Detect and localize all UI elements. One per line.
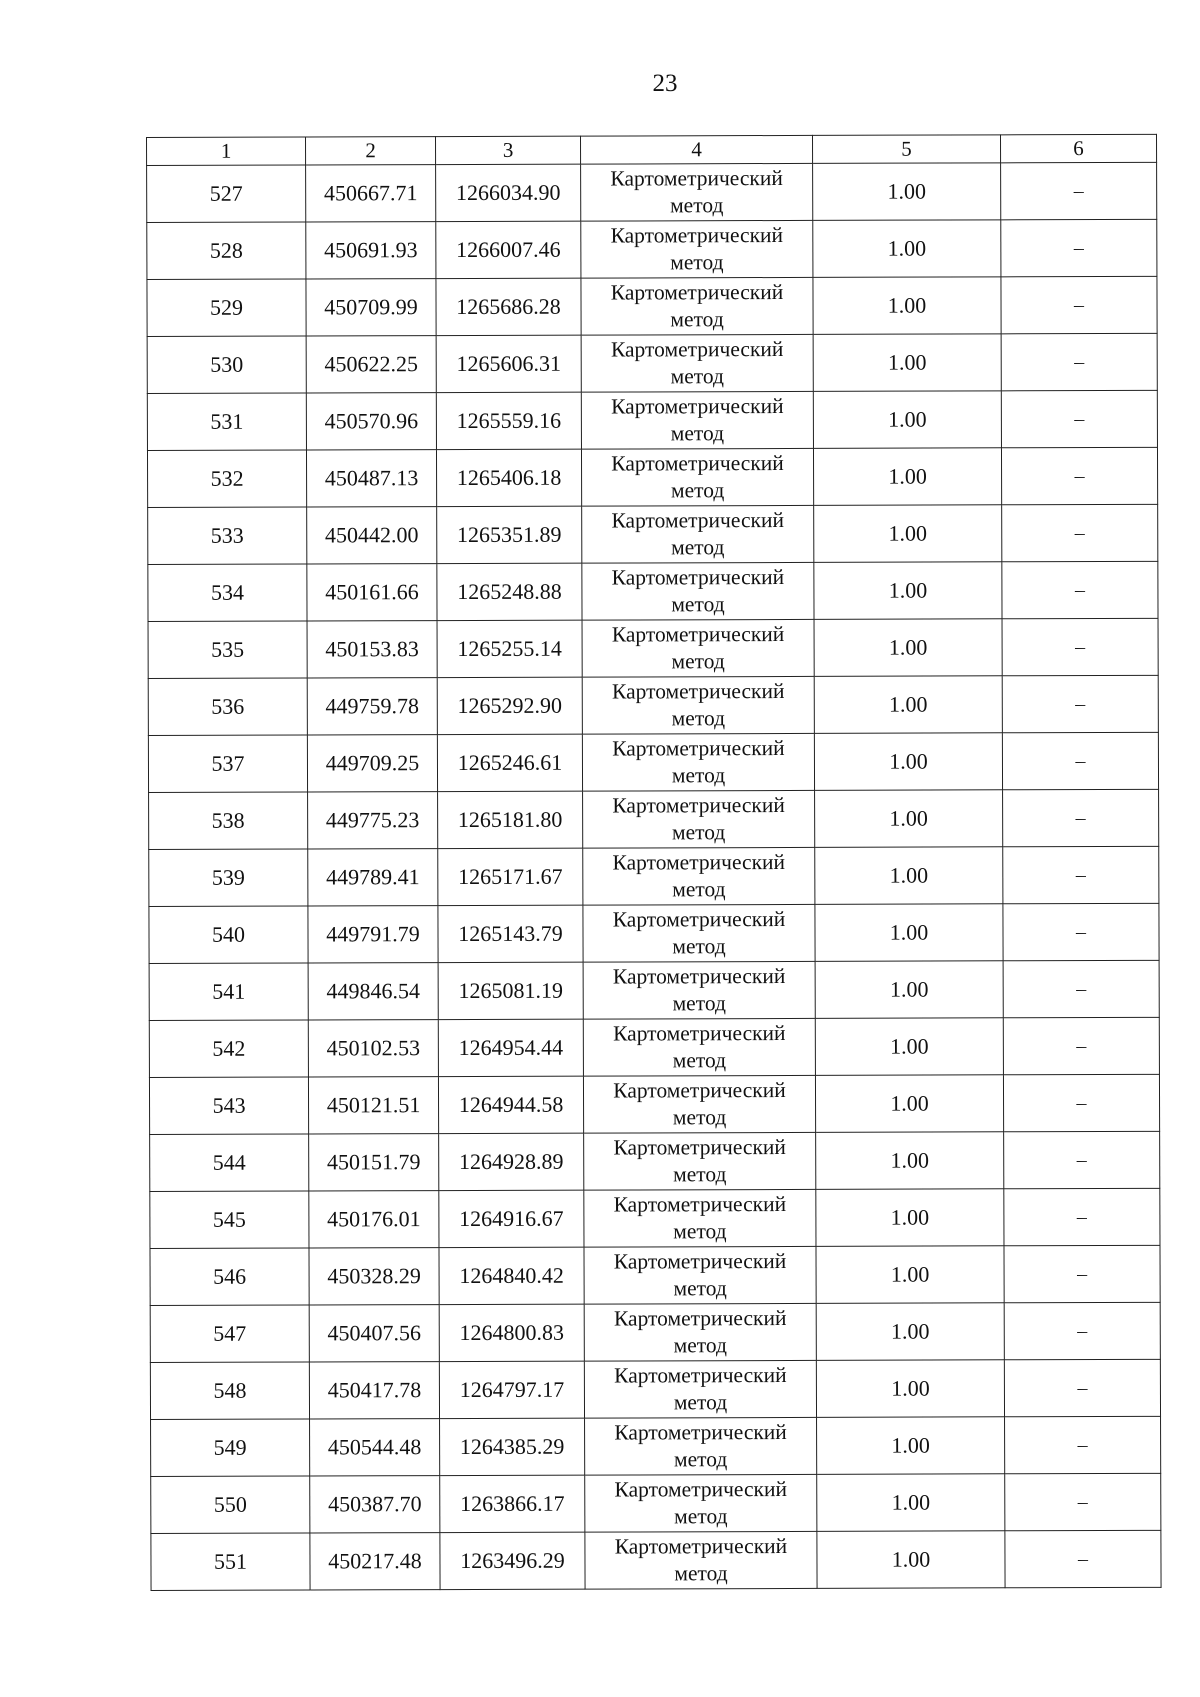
method-cell: Картометрический метод	[581, 334, 813, 392]
x-coordinate-cell: 450691.93	[306, 222, 436, 279]
method-cell: Картометрический метод	[581, 391, 813, 449]
x-coordinate-cell: 450328.29	[309, 1248, 439, 1305]
method-cell: Картометрический метод	[583, 1018, 815, 1076]
point-number-cell: 543	[149, 1077, 308, 1134]
column-header: 2	[306, 137, 436, 165]
method-cell: Картометрический метод	[581, 220, 813, 278]
accuracy-cell: 1.00	[815, 961, 1003, 1019]
method-cell: Картометрический метод	[584, 1303, 816, 1361]
y-coordinate-cell: 1265351.89	[437, 506, 582, 563]
description-cell: –	[1002, 732, 1158, 789]
x-coordinate-cell: 450153.83	[307, 621, 437, 678]
coordinates-table	[146, 134, 1162, 1591]
description-cell: –	[1001, 447, 1157, 504]
point-number-cell: 528	[147, 222, 306, 279]
table-row	[150, 1188, 1160, 1248]
column-header: 3	[436, 136, 581, 164]
accuracy-cell: 1.00	[815, 790, 1003, 848]
table-row	[151, 1473, 1161, 1533]
description-cell: –	[1003, 1017, 1159, 1074]
accuracy-cell: 1.00	[815, 904, 1003, 962]
point-number-cell: 530	[147, 336, 306, 393]
y-coordinate-cell: 1264954.44	[438, 1019, 583, 1076]
accuracy-cell: 1.00	[817, 1417, 1005, 1475]
x-coordinate-cell: 450667.71	[306, 165, 436, 222]
table-row	[148, 561, 1158, 621]
column-header: 6	[1000, 134, 1156, 162]
x-coordinate-cell: 449759.78	[307, 678, 437, 735]
x-coordinate-cell: 449791.79	[308, 906, 438, 963]
x-coordinate-cell: 450407.56	[309, 1305, 439, 1362]
method-cell: Картометрический метод	[582, 733, 814, 791]
y-coordinate-cell: 1265255.14	[437, 620, 582, 677]
point-number-cell: 539	[149, 849, 308, 906]
point-number-cell: 538	[149, 792, 308, 849]
description-cell: –	[1004, 1131, 1160, 1188]
table-row	[149, 1074, 1159, 1134]
y-coordinate-cell: 1265081.19	[438, 962, 583, 1019]
accuracy-cell: 1.00	[817, 1531, 1005, 1589]
point-number-cell: 545	[150, 1191, 309, 1248]
description-cell: –	[1001, 276, 1157, 333]
y-coordinate-cell: 1264928.89	[439, 1133, 584, 1190]
accuracy-cell: 1.00	[816, 1360, 1004, 1418]
method-cell: Картометрический метод	[584, 1246, 816, 1304]
y-coordinate-cell: 1266007.46	[436, 221, 581, 278]
point-number-cell: 533	[148, 507, 307, 564]
accuracy-cell: 1.00	[814, 676, 1002, 734]
x-coordinate-cell: 450487.13	[306, 450, 436, 507]
table-row	[148, 504, 1158, 564]
method-cell: Картометрический метод	[584, 1360, 816, 1418]
x-coordinate-cell: 450622.25	[306, 336, 436, 393]
method-cell: Картометрический метод	[581, 163, 813, 221]
method-cell: Картометрический метод	[583, 1075, 815, 1133]
point-number-cell: 541	[149, 963, 308, 1020]
method-cell: Картометрический метод	[585, 1474, 817, 1532]
method-cell: Картометрический метод	[582, 676, 814, 734]
accuracy-cell: 1.00	[814, 505, 1002, 563]
table-row	[150, 1302, 1160, 1362]
description-cell: –	[1002, 618, 1158, 675]
column-header: 5	[812, 135, 1000, 164]
x-coordinate-cell: 450709.99	[306, 279, 436, 336]
table-row	[147, 390, 1157, 450]
coordinates-table-container	[146, 134, 1161, 1591]
point-number-cell: 536	[148, 678, 307, 735]
table-row	[149, 789, 1159, 849]
table-row	[147, 333, 1157, 393]
column-header: 4	[580, 135, 812, 164]
y-coordinate-cell: 1265143.79	[438, 905, 583, 962]
description-cell: –	[1002, 504, 1158, 561]
accuracy-cell: 1.00	[813, 220, 1001, 278]
y-coordinate-cell: 1263496.29	[440, 1532, 585, 1589]
point-number-cell: 551	[151, 1533, 310, 1590]
method-cell: Картометрический метод	[584, 1132, 816, 1190]
description-cell: –	[1003, 846, 1159, 903]
method-cell: Картометрический метод	[584, 1189, 816, 1247]
accuracy-cell: 1.00	[813, 448, 1001, 506]
method-cell: Картометрический метод	[582, 619, 814, 677]
table-row	[151, 1416, 1161, 1476]
x-coordinate-cell: 450151.79	[309, 1134, 439, 1191]
point-number-cell: 531	[147, 393, 306, 450]
x-coordinate-cell: 450217.48	[310, 1533, 440, 1590]
description-cell: –	[1002, 561, 1158, 618]
accuracy-cell: 1.00	[813, 277, 1001, 335]
x-coordinate-cell: 449846.54	[308, 963, 438, 1020]
method-cell: Картометрический метод	[583, 904, 815, 962]
description-cell: –	[1005, 1530, 1161, 1587]
x-coordinate-cell: 449789.41	[308, 849, 438, 906]
description-cell: –	[1001, 162, 1157, 219]
header-row	[147, 134, 1157, 165]
point-number-cell: 535	[148, 621, 307, 678]
method-cell: Картометрический метод	[585, 1531, 817, 1589]
accuracy-cell: 1.00	[815, 847, 1003, 905]
accuracy-cell: 1.00	[817, 1474, 1005, 1532]
page-number: 23	[652, 70, 678, 97]
accuracy-cell: 1.00	[815, 1018, 1003, 1076]
method-cell: Картометрический метод	[585, 1417, 817, 1475]
y-coordinate-cell: 1265171.67	[438, 848, 583, 905]
x-coordinate-cell: 449775.23	[308, 792, 438, 849]
y-coordinate-cell: 1264800.83	[439, 1304, 584, 1361]
table-header	[147, 134, 1157, 165]
x-coordinate-cell: 450544.48	[310, 1419, 440, 1476]
method-cell: Картометрический метод	[582, 505, 814, 563]
point-number-cell: 534	[148, 564, 307, 621]
accuracy-cell: 1.00	[814, 733, 1002, 791]
y-coordinate-cell: 1265559.16	[436, 392, 581, 449]
description-cell: –	[1005, 1416, 1161, 1473]
accuracy-cell: 1.00	[816, 1189, 1004, 1247]
table-row	[147, 219, 1157, 279]
description-cell: –	[1005, 1473, 1161, 1530]
x-coordinate-cell: 450387.70	[310, 1476, 440, 1533]
accuracy-cell: 1.00	[814, 562, 1002, 620]
point-number-cell: 529	[147, 279, 306, 336]
point-number-cell: 548	[150, 1362, 309, 1419]
y-coordinate-cell: 1264797.17	[439, 1361, 584, 1418]
accuracy-cell: 1.00	[815, 1075, 1003, 1133]
method-cell: Картометрический метод	[583, 961, 815, 1019]
accuracy-cell: 1.00	[813, 334, 1001, 392]
description-cell: –	[1003, 789, 1159, 846]
accuracy-cell: 1.00	[816, 1303, 1004, 1361]
table-row	[147, 162, 1157, 222]
table-row	[148, 675, 1158, 735]
description-cell: –	[1004, 1188, 1160, 1245]
description-cell: –	[1003, 903, 1159, 960]
table-row	[149, 960, 1159, 1020]
y-coordinate-cell: 1265292.90	[437, 677, 582, 734]
method-cell: Картометрический метод	[583, 790, 815, 848]
method-cell: Картометрический метод	[581, 277, 813, 335]
table-row	[149, 1017, 1159, 1077]
table-row	[150, 1131, 1160, 1191]
accuracy-cell: 1.00	[816, 1132, 1004, 1190]
point-number-cell: 544	[150, 1134, 309, 1191]
x-coordinate-cell: 450570.96	[306, 393, 436, 450]
x-coordinate-cell: 450121.51	[308, 1077, 438, 1134]
x-coordinate-cell: 450442.00	[307, 507, 437, 564]
description-cell: –	[1001, 390, 1157, 447]
x-coordinate-cell: 450161.66	[307, 564, 437, 621]
accuracy-cell: 1.00	[813, 163, 1001, 221]
y-coordinate-cell: 1265248.88	[437, 563, 582, 620]
method-cell: Картометрический метод	[582, 562, 814, 620]
table-row	[150, 1245, 1160, 1305]
point-number-cell: 532	[147, 450, 306, 507]
accuracy-cell: 1.00	[816, 1246, 1004, 1304]
y-coordinate-cell: 1265181.80	[438, 791, 583, 848]
y-coordinate-cell: 1265686.28	[436, 278, 581, 335]
y-coordinate-cell: 1264944.58	[438, 1076, 583, 1133]
description-cell: –	[1002, 675, 1158, 732]
table-row	[151, 1530, 1161, 1590]
point-number-cell: 542	[149, 1020, 308, 1077]
point-number-cell: 540	[149, 906, 308, 963]
description-cell: –	[1003, 960, 1159, 1017]
y-coordinate-cell: 1265606.31	[436, 335, 581, 392]
x-coordinate-cell: 450417.78	[309, 1362, 439, 1419]
accuracy-cell: 1.00	[813, 391, 1001, 449]
table-row	[148, 732, 1158, 792]
table-row	[147, 276, 1157, 336]
point-number-cell: 549	[151, 1419, 310, 1476]
table-row	[149, 903, 1159, 963]
method-cell: Картометрический метод	[581, 448, 813, 506]
table-body	[147, 162, 1161, 1590]
point-number-cell: 537	[148, 735, 307, 792]
x-coordinate-cell: 449709.25	[307, 735, 437, 792]
description-cell: –	[1001, 333, 1157, 390]
accuracy-cell: 1.00	[814, 619, 1002, 677]
table-row	[150, 1359, 1160, 1419]
y-coordinate-cell: 1266034.90	[436, 164, 581, 221]
table-row	[147, 447, 1157, 507]
y-coordinate-cell: 1264916.67	[439, 1190, 584, 1247]
description-cell: –	[1001, 219, 1157, 276]
x-coordinate-cell: 450176.01	[309, 1191, 439, 1248]
method-cell: Картометрический метод	[583, 847, 815, 905]
description-cell: –	[1004, 1359, 1160, 1416]
y-coordinate-cell: 1265406.18	[436, 449, 581, 506]
table-row	[148, 618, 1158, 678]
table-row	[149, 846, 1159, 906]
description-cell: –	[1004, 1245, 1160, 1302]
point-number-cell: 550	[151, 1476, 310, 1533]
column-header: 1	[147, 137, 306, 165]
point-number-cell: 546	[150, 1248, 309, 1305]
y-coordinate-cell: 1264385.29	[440, 1418, 585, 1475]
point-number-cell: 547	[150, 1305, 309, 1362]
y-coordinate-cell: 1264840.42	[439, 1247, 584, 1304]
description-cell: –	[1004, 1302, 1160, 1359]
y-coordinate-cell: 1265246.61	[437, 734, 582, 791]
y-coordinate-cell: 1263866.17	[440, 1475, 585, 1532]
description-cell: –	[1003, 1074, 1159, 1131]
x-coordinate-cell: 450102.53	[308, 1020, 438, 1077]
point-number-cell: 527	[147, 165, 306, 222]
